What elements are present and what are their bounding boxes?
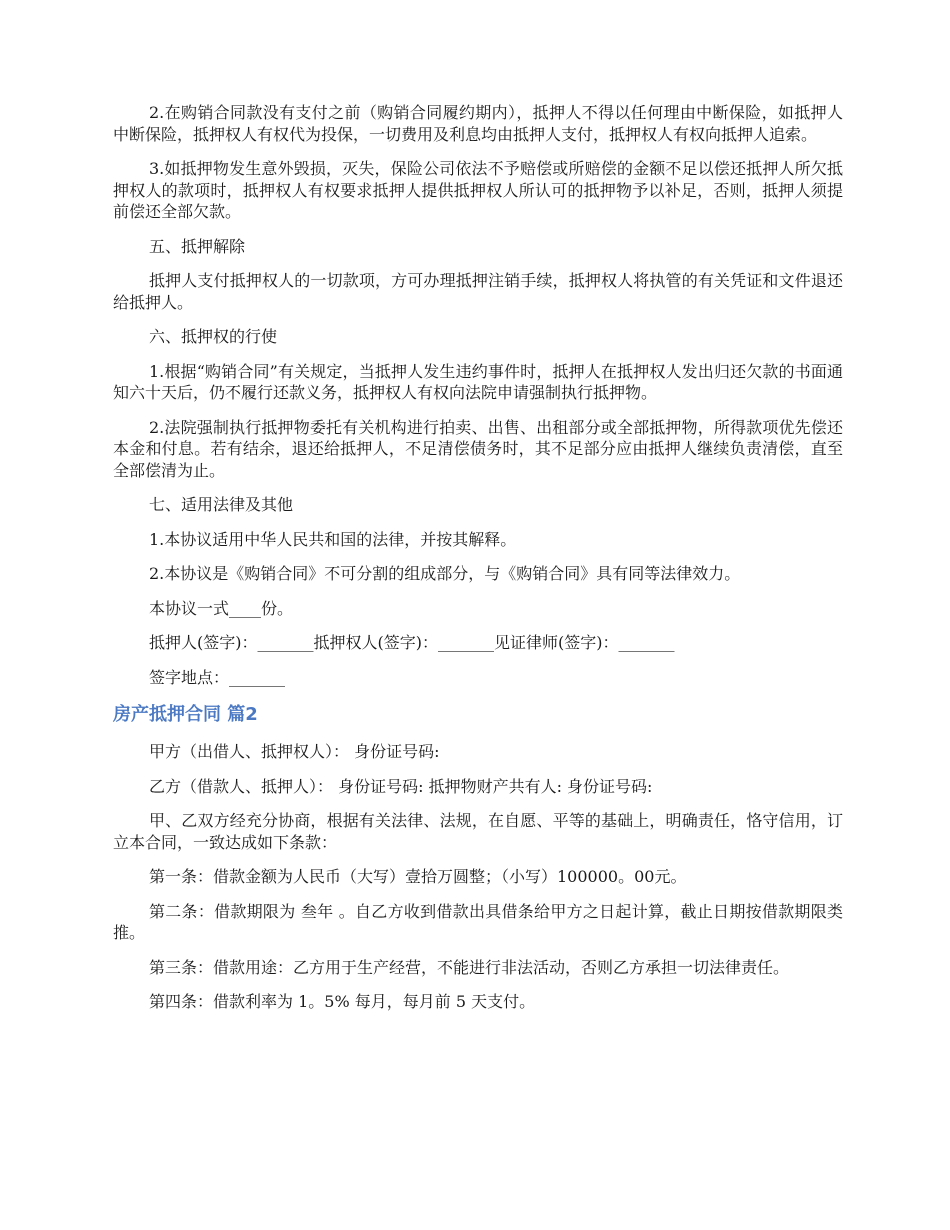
paragraph-insurance-3: 3.如抵押物发生意外毁损，灭失，保险公司依法不予赔偿或所赔偿的金额不足以偿还抵押人所欠抵押权人的款项时，抵押权人有权要求抵押人提供抵押权人所认可的抵押物予以补足，否则，抵押人须提前偿还全部欠款。 — [113, 159, 843, 221]
document-page — [113, 102, 843, 1013]
paragraph-intro: 甲、乙双方经充分协商，根据有关法律、法规，在自愿、平等的基础上，明确责任，恪守信用，订立本合同，一致达成如下条款： — [113, 811, 843, 852]
paragraph-law-2: 2.本协议是《购销合同》不可分割的组成部分，与《购销合同》具有同等法律效力。 — [149, 564, 741, 583]
article-2: 第二条：借款期限为 叁年 。自乙方收到借款出具借条给甲方之日起计算，截止日期按借款期限类推。 — [113, 901, 843, 942]
paragraph-copies: 本协议一式____份。 — [149, 598, 294, 618]
heading-release: 五、抵押解除 — [149, 236, 246, 256]
signature-line: 抵押人(签字)：_______抵押权人(签字)：_______见证律师(签字)：_______ — [149, 633, 675, 652]
heading-applicable-law: 七、适用法律及其他 — [149, 495, 294, 514]
paragraph-enforcement-1: 1.根据“购销合同”有关规定，当抵押人发生违约事件时，抵押人在抵押权人发出归还欠款的书面通知六十天后，仍不履行还款义务，抵押权人有权向法院申请强制执行抵押物。 — [113, 361, 843, 402]
sign-place-line: 签字地点：_______ — [149, 667, 286, 687]
paragraph-release: 抵押人支付抵押权人的一切款项，方可办理抵押注销手续，抵押权人将执管的有关凭证和文件退还给抵押人。 — [113, 271, 843, 312]
party-a-line: 甲方（出借人、抵押权人）： 身份证号码: — [149, 742, 440, 761]
heading-enforcement: 六、抵押权的行使 — [149, 327, 278, 346]
party-b-line: 乙方（借款人、抵押人）： 身份证号码: 抵押物财产共有人: 身份证号码: — [149, 776, 653, 796]
article-1: 第一条：借款金额为人民币（大写）壹拾万圆整；（小写）100000。00元。 — [149, 867, 687, 886]
paragraph-enforcement-2: 2.法院强制执行抵押物委托有关机构进行拍卖、出售、出租部分或全部抵押物，所得款项优先偿还本金和付息。若有结余，退还给抵押人，不足清偿债务时，其不足部分应由抵押人继续负责清偿，直至全部偿清为止。 — [113, 417, 843, 480]
paragraph-law-1: 1.本协议适用中华人民共和国的法律，并按其解释。 — [149, 529, 517, 549]
article-3: 第三条：借款用途：乙方用于生产经营，不能进行非法活动，否则乙方承担一切法律责任。 — [149, 957, 790, 977]
paragraph-insurance-2: 2.在购销合同款没有支付之前（购销合同履约期内），抵押人不得以任何理由中断保险，如抵押人中断保险，抵押权人有权代为投保，一切费用及利息均由抵押人支付，抵押权人有权向抵押人追索。 — [113, 103, 843, 144]
article-4: 第四条：借款利率为 1。5% 每月，每月前 5 天支付。 — [149, 992, 536, 1011]
section-heading: 房产抵押合同 篇2 — [113, 704, 258, 725]
